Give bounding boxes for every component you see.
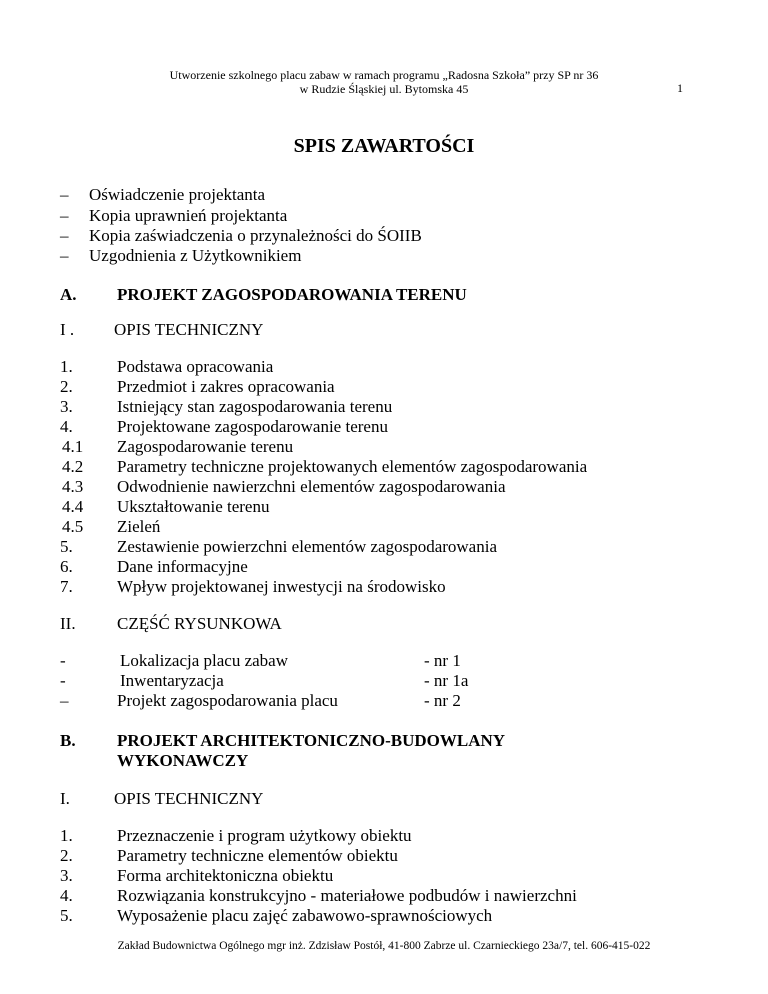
section-a-part-ii-marker: II. — [60, 614, 76, 633]
section-b-title-line-2: WYKONAWCZY — [117, 751, 249, 770]
toc-entry: Odwodnienie nawierzchni elementów zagospodarowania — [117, 477, 506, 496]
toc-entry: Parametry techniczne elementów obiektu — [117, 846, 398, 865]
drawing-marker: - — [60, 671, 66, 690]
toc-number: 4.3 — [62, 477, 84, 496]
intro-item: Kopia zaświadczenia o przynależności do ŚOIIB — [89, 226, 422, 245]
toc-number: 1. — [60, 826, 73, 845]
toc-entry: Istniejący stan zagospodarowania terenu — [117, 397, 393, 416]
toc-entry: Wpływ projektowanej inwestycji na środowisko — [117, 577, 446, 596]
intro-marker: – — [60, 226, 69, 245]
toc-entry: Przedmiot i zakres opracowania — [117, 377, 335, 396]
toc-number: 4.5 — [62, 517, 84, 536]
toc-number: 7. — [60, 577, 73, 596]
toc-entry: Zagospodarowanie terenu — [117, 437, 294, 456]
drawing-ref: - nr 2 — [424, 691, 461, 710]
section-b-part-i-marker: I. — [60, 789, 70, 808]
drawing-marker: – — [60, 691, 69, 710]
intro-marker: – — [60, 206, 69, 225]
toc-entry: Dane informacyjne — [117, 557, 248, 576]
toc-number: 6. — [60, 557, 73, 576]
toc-number: 4. — [60, 886, 73, 905]
page-footer: Zakład Budownictwa Ogólnego mgr inż. Zdzisław Postół, 41-800 Zabrze ul. Czarnieckiego 23a/7, tel. 606-415-022 — [117, 940, 651, 952]
section-a-marker: A. — [60, 285, 77, 304]
page-title: SPIS ZAWARTOŚCI — [293, 135, 475, 157]
toc-number: 4.2 — [62, 457, 84, 476]
page-number: 1 — [677, 81, 683, 95]
section-a-part-ii-title: CZĘŚĆ RYSUNKOWA — [117, 614, 282, 633]
intro-item: Oświadczenie projektanta — [89, 185, 266, 204]
section-b-title-line-1: PROJEKT ARCHITEKTONICZNO-BUDOWLANY — [117, 731, 506, 750]
header-line-1: Utworzenie szkolnego placu zabaw w ramach programu „Radosna Szkoła” przy SP nr 36 — [169, 68, 599, 82]
toc-entry: Ukształtowanie terenu — [117, 497, 270, 516]
toc-number: 2. — [60, 846, 73, 865]
toc-entry: Projektowane zagospodarowanie terenu — [117, 417, 388, 436]
drawing-entry: Projekt zagospodarowania placu — [117, 691, 338, 710]
toc-entry: Wyposażenie placu zajęć zabawowo-sprawnościowych — [117, 906, 493, 925]
toc-entry: Podstawa opracowania — [117, 357, 274, 376]
section-a-part-i-marker: I . — [60, 320, 75, 339]
toc-number: 2. — [60, 377, 73, 396]
drawing-ref: - nr 1 — [424, 651, 461, 670]
toc-entry: Parametry techniczne projektowanych elementów zagospodarowania — [117, 457, 588, 476]
section-b-marker: B. — [60, 731, 76, 750]
intro-marker: – — [60, 185, 69, 204]
intro-item: Kopia uprawnień projektanta — [89, 206, 288, 225]
toc-number: 1. — [60, 357, 73, 376]
toc-entry: Forma architektoniczna obiektu — [117, 866, 334, 885]
toc-entry: Zestawienie powierzchni elementów zagospodarowania — [117, 537, 497, 556]
intro-item: Uzgodnienia z Użytkownikiem — [89, 246, 302, 265]
drawing-ref: - nr 1a — [424, 671, 469, 690]
drawing-entry: Inwentaryzacja — [120, 671, 224, 690]
toc-number: 3. — [60, 866, 73, 885]
toc-number: 5. — [60, 537, 73, 556]
toc-number: 4.1 — [62, 437, 84, 456]
drawing-marker: - — [60, 651, 66, 670]
toc-entry: Rozwiązania konstrukcyjno - materiałowe podbudów i nawierzchni — [117, 886, 577, 905]
section-b-part-i-title: OPIS TECHNICZNY — [114, 789, 264, 808]
toc-entry: Przeznaczenie i program użytkowy obiektu — [117, 826, 412, 845]
header-line-2: w Rudzie Śląskiej ul. Bytomska 45 — [299, 82, 469, 96]
intro-marker: – — [60, 246, 69, 265]
section-a-title: PROJEKT ZAGOSPODAROWANIA TERENU — [117, 285, 467, 304]
section-a-part-i-title: OPIS TECHNICZNY — [114, 320, 264, 339]
toc-number: 5. — [60, 906, 73, 925]
toc-number: 4. — [60, 417, 73, 436]
toc-number: 4.4 — [62, 497, 84, 516]
drawing-entry: Lokalizacja placu zabaw — [120, 651, 289, 670]
toc-entry: Zieleń — [117, 517, 161, 536]
toc-number: 3. — [60, 397, 73, 416]
